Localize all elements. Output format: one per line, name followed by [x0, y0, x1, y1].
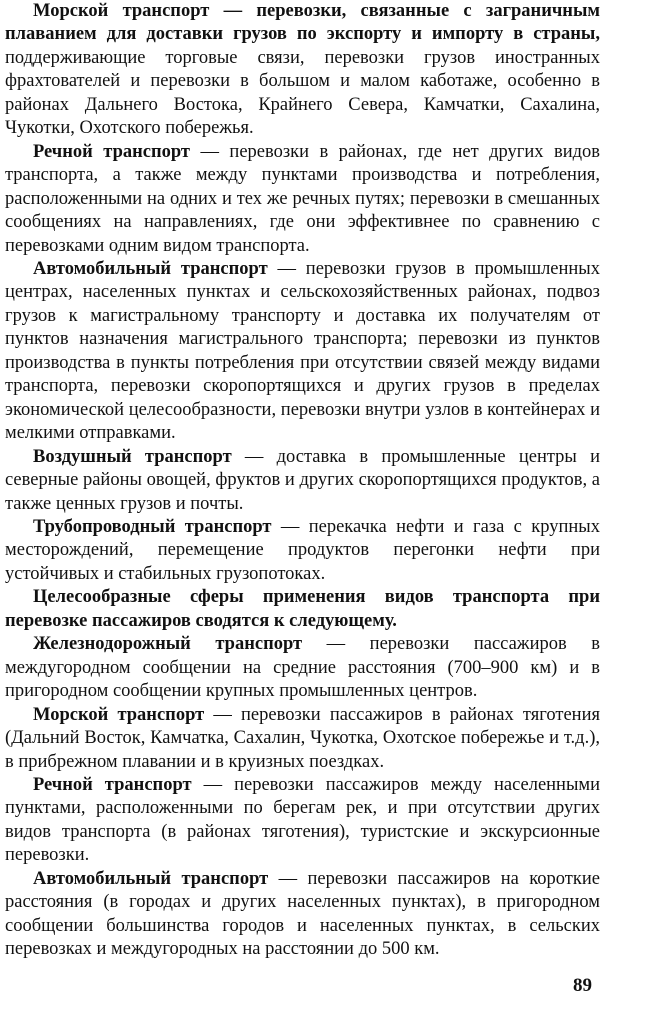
paragraph-rail-passengers — [5, 633, 600, 703]
section-heading-passengers: Целесообразные сферы применения видов транспорта при перевозке пассажиров сводятся к следующему. — [5, 587, 600, 631]
term-river-transport: Речной транспорт — [33, 774, 192, 795]
paragraph-pipeline-freight — [5, 516, 600, 586]
paragraph-sea-passengers — [5, 704, 600, 774]
paragraph-text: поддерживающие торговые связи, перевозки грузов иностранных фрахтователей и перевозки в большом и малом каботаже, особенно в районах Дальнего Востока, Крайнего Севера, Камчатки, Сахалина, Чукотки, Охотского побережья. — [5, 47, 600, 139]
paragraph-text: — перекачка нефти и газа с крупных месторождений, перемещение продуктов перегонки нефти при устойчивых и стабильных грузопотоках. — [5, 516, 600, 584]
paragraph-text: — перевозки пассажиров между населенными пунктами, расположенными по берегам рек, и при отсутствии других видов транспорта (в районах тяготения), туристские и экскурсионные перевозки. — [5, 774, 600, 866]
term-air-transport: Воздушный транспорт — [33, 446, 232, 467]
page-number: 89 — [573, 975, 592, 996]
term-river-transport: Речной транспорт — [33, 141, 191, 162]
paragraph-road-passengers — [5, 868, 600, 962]
term-road-transport: Автомобильный транспорт — [33, 258, 268, 279]
book-page — [5, 0, 600, 962]
paragraph-air-freight — [5, 446, 600, 516]
term-road-transport: Автомобильный транспорт — [33, 868, 269, 889]
paragraph-text: — перевозки пассажиров в районах тяготения (Дальний Восток, Камчатка, Сахалин, Чукотка, Охотское побережье и т.д.), в прибрежном плавании и в круизных поездках. — [5, 704, 600, 772]
paragraph-text: — доставка в промышленные центры и северные районы овощей, фруктов и других скоропортящихся продуктов, а также ценных грузов и почты. — [5, 446, 600, 514]
paragraph-text: — перевозки пассажиров на короткие расстояния (в городах и других населенных пунктах), в пригородном сообщении большинства городов и населенных пунктах, в сельских перевозках и междугородных на расстоянии до 500 км. — [5, 868, 600, 960]
paragraph-text: — перевозки в районах, где нет других видов транспорта, а также между пунктами производства и потребления, расположенными на одних и тех же речных путях; перевозки в смешанных сообщениях на направлениях, где они эффективнее по сравнению с перевозками одним видом транспорта. — [5, 141, 601, 256]
term-sea-transport-continuation: — перевозки, связанные с заграничным плаванием для доставки грузов по экспорту и импорту в страны, — [5, 1, 601, 45]
paragraph-sea-freight — [5, 0, 600, 141]
paragraph-text: — перевозки пассажиров в междугородном сообщении на средние расстояния (700–900 км) и в пригородном сообщении крупных промышленных центров. — [5, 634, 600, 702]
term-sea-transport: Морской транспорт — [33, 704, 205, 725]
paragraph-road-freight — [5, 258, 600, 446]
paragraph-river-passengers — [5, 774, 600, 868]
paragraph-text: — перевозки грузов в промышленных центрах, населенных пунктах и сельскохозяйственных районах, подвоз грузов к магистральному транспорту и доставка их получателям от пунктов назначения магистрального транспорта; перевозки из пунктов производства в пункты потребления при отсутствии связей между видами транспорта, перевозки скоропортящихся и других грузов в пределах экономической целесообразности, перевозки внутри узлов в контейнерах и мелкими отправками. — [5, 258, 600, 444]
term-sea-transport: Морской транспорт — [33, 1, 210, 21]
paragraph-river-freight — [5, 141, 600, 258]
term-pipeline-transport: Трубопроводный транспорт — [33, 516, 272, 537]
term-rail-transport: Железнодорожный транспорт — [33, 634, 303, 655]
